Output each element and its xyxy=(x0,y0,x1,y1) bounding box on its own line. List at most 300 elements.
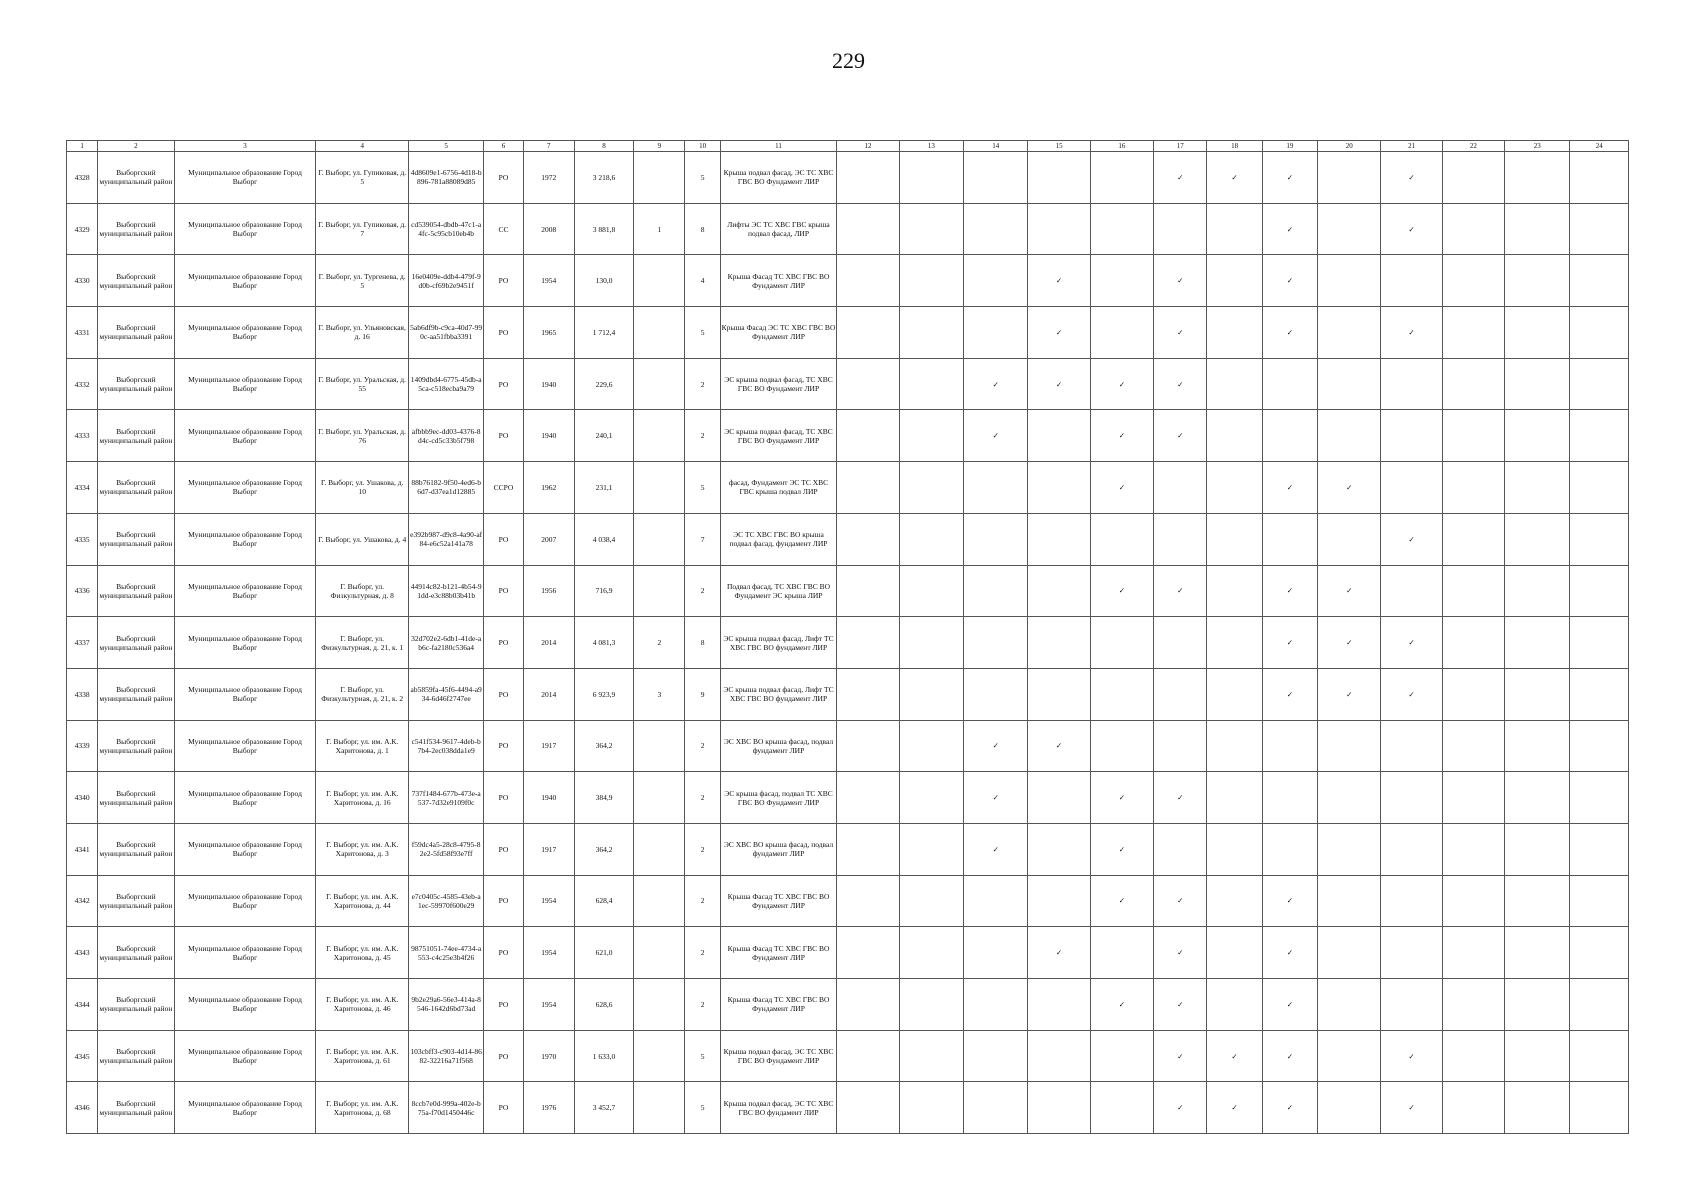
empty-cell xyxy=(1028,203,1090,255)
empty-cell xyxy=(1570,823,1629,875)
empty-cell xyxy=(837,668,899,720)
column-number-header: 24 xyxy=(1570,141,1629,152)
empty-cell xyxy=(1318,772,1381,824)
district-cell: Выборгский муниципальный район xyxy=(98,1030,174,1082)
empty-cell xyxy=(1318,358,1381,410)
empty-cell xyxy=(1570,772,1629,824)
guid-cell: 16e0409e-ddb4-479f-9d0b-cf69b2e9451f xyxy=(408,255,483,307)
column-number-header: 7 xyxy=(523,141,574,152)
type-cell: РО xyxy=(484,927,523,979)
column-10-cell: 2 xyxy=(685,927,720,979)
area-cell: 4 038,4 xyxy=(574,513,633,565)
row-number: 4342 xyxy=(67,875,98,927)
municipality-cell: Муниципальное образование Город Выборг xyxy=(174,772,316,824)
guid-cell: 5ab6df9b-c9ca-40d7-990c-aa51fbba3391 xyxy=(408,307,483,359)
type-cell: РО xyxy=(484,1030,523,1082)
empty-cell xyxy=(1090,255,1153,307)
empty-cell xyxy=(899,307,963,359)
column-9-cell xyxy=(634,927,685,979)
empty-cell xyxy=(1207,823,1262,875)
column-9-cell xyxy=(634,152,685,204)
check-mark-icon: ✓ xyxy=(1154,979,1207,1031)
empty-cell xyxy=(1442,358,1504,410)
type-cell: РО xyxy=(484,358,523,410)
year-cell: 1940 xyxy=(523,358,574,410)
check-mark-icon: ✓ xyxy=(1154,358,1207,410)
guid-cell: 4d8609e1-6756-4d18-b896-781a88089d85 xyxy=(408,152,483,204)
empty-cell xyxy=(1570,203,1629,255)
table-row xyxy=(67,358,1629,410)
year-cell: 1917 xyxy=(523,720,574,772)
empty-cell xyxy=(837,513,899,565)
district-cell: Выборгский муниципальный район xyxy=(98,513,174,565)
empty-cell xyxy=(1028,979,1090,1031)
empty-cell xyxy=(837,462,899,514)
column-number-header: 18 xyxy=(1207,141,1262,152)
empty-cell xyxy=(837,617,899,669)
municipality-cell: Муниципальное образование Город Выборг xyxy=(174,875,316,927)
check-mark-icon: ✓ xyxy=(1154,772,1207,824)
empty-cell xyxy=(1262,720,1317,772)
empty-cell xyxy=(1318,823,1381,875)
year-cell: 1956 xyxy=(523,565,574,617)
column-10-cell: 4 xyxy=(685,255,720,307)
municipality-cell: Муниципальное образование Город Выборг xyxy=(174,617,316,669)
works-cell: Подвал фасад, ТС ХВС ГВС ВО Фундамент ЭС крыша ЛИР xyxy=(720,565,837,617)
empty-cell xyxy=(1207,513,1262,565)
check-mark-icon: ✓ xyxy=(1207,152,1262,204)
municipality-cell: Муниципальное образование Город Выборг xyxy=(174,565,316,617)
guid-cell: e7c0405c-4585-43eb-a1ec-59970f600e29 xyxy=(408,875,483,927)
empty-cell xyxy=(1442,823,1504,875)
district-cell: Выборгский муниципальный район xyxy=(98,720,174,772)
empty-cell xyxy=(1442,152,1504,204)
district-cell: Выборгский муниципальный район xyxy=(98,565,174,617)
works-cell: ЭС крыша подвал фасад, ТС ХВС ГВС ВО Фундамент ЛИР xyxy=(720,358,837,410)
table-row xyxy=(67,307,1629,359)
type-cell: РО xyxy=(484,772,523,824)
check-mark-icon: ✓ xyxy=(1262,565,1317,617)
empty-cell xyxy=(1505,307,1570,359)
empty-cell xyxy=(899,255,963,307)
works-cell: ЭС ХВС ВО крыша фасад, подвал фундамент ЛИР xyxy=(720,720,837,772)
empty-cell xyxy=(1381,927,1442,979)
empty-cell xyxy=(1318,979,1381,1031)
district-cell: Выборгский муниципальный район xyxy=(98,462,174,514)
empty-cell xyxy=(837,565,899,617)
row-number: 4328 xyxy=(67,152,98,204)
column-number-header: 6 xyxy=(484,141,523,152)
column-10-cell: 2 xyxy=(685,875,720,927)
empty-cell xyxy=(1207,203,1262,255)
empty-cell xyxy=(1262,358,1317,410)
year-cell: 1954 xyxy=(523,255,574,307)
row-number: 4346 xyxy=(67,1082,98,1134)
type-cell: РО xyxy=(484,720,523,772)
check-mark-icon: ✓ xyxy=(1154,255,1207,307)
check-mark-icon: ✓ xyxy=(1028,255,1090,307)
empty-cell xyxy=(1028,462,1090,514)
empty-cell xyxy=(1442,1082,1504,1134)
guid-cell: cd539054-dbdb-47c1-a4fc-5c95cb10eb4b xyxy=(408,203,483,255)
empty-cell xyxy=(1570,565,1629,617)
empty-cell xyxy=(1207,462,1262,514)
check-mark-icon: ✓ xyxy=(1090,462,1153,514)
municipality-cell: Муниципальное образование Город Выборг xyxy=(174,1030,316,1082)
area-cell: 628,4 xyxy=(574,875,633,927)
check-mark-icon: ✓ xyxy=(1090,410,1153,462)
empty-cell xyxy=(1442,565,1504,617)
year-cell: 1940 xyxy=(523,772,574,824)
empty-cell xyxy=(1090,307,1153,359)
empty-cell xyxy=(1262,823,1317,875)
area-cell: 229,6 xyxy=(574,358,633,410)
check-mark-icon: ✓ xyxy=(1262,307,1317,359)
check-mark-icon: ✓ xyxy=(1028,927,1090,979)
empty-cell xyxy=(1318,1082,1381,1134)
check-mark-icon: ✓ xyxy=(1262,203,1317,255)
row-number: 4334 xyxy=(67,462,98,514)
empty-cell xyxy=(1505,410,1570,462)
empty-cell xyxy=(1207,307,1262,359)
empty-cell xyxy=(964,927,1028,979)
empty-cell xyxy=(837,823,899,875)
municipality-cell: Муниципальное образование Город Выборг xyxy=(174,358,316,410)
empty-cell xyxy=(1028,152,1090,204)
column-9-cell: 2 xyxy=(634,617,685,669)
empty-cell xyxy=(1381,979,1442,1031)
column-number-header: 5 xyxy=(408,141,483,152)
column-10-cell: 2 xyxy=(685,772,720,824)
empty-cell xyxy=(1090,1082,1153,1134)
empty-cell xyxy=(837,979,899,1031)
empty-cell xyxy=(1028,1082,1090,1134)
empty-cell xyxy=(1090,203,1153,255)
empty-cell xyxy=(964,1030,1028,1082)
column-number-header: 1 xyxy=(67,141,98,152)
works-cell: Крыша Фасад ТС ХВС ГВС ВО Фундамент ЛИР xyxy=(720,255,837,307)
empty-cell xyxy=(899,203,963,255)
empty-cell xyxy=(899,668,963,720)
column-number-header: 10 xyxy=(685,141,720,152)
column-10-cell: 2 xyxy=(685,358,720,410)
empty-cell xyxy=(1318,1030,1381,1082)
empty-cell xyxy=(1570,410,1629,462)
empty-cell xyxy=(1090,1030,1153,1082)
empty-cell xyxy=(1028,875,1090,927)
empty-cell xyxy=(1154,823,1207,875)
year-cell: 1954 xyxy=(523,927,574,979)
column-9-cell xyxy=(634,1082,685,1134)
type-cell: ССРО xyxy=(484,462,523,514)
check-mark-icon: ✓ xyxy=(1262,1082,1317,1134)
empty-cell xyxy=(1090,720,1153,772)
table-row xyxy=(67,875,1629,927)
empty-cell xyxy=(837,1082,899,1134)
empty-cell xyxy=(1090,617,1153,669)
empty-cell xyxy=(1207,720,1262,772)
address-cell: Г. Выборг, ул. им. А.К. Харитонова, д. 46 xyxy=(316,979,409,1031)
check-mark-icon: ✓ xyxy=(1028,720,1090,772)
type-cell: СС xyxy=(484,203,523,255)
empty-cell xyxy=(1318,410,1381,462)
district-cell: Выборгский муниципальный район xyxy=(98,979,174,1031)
column-10-cell: 5 xyxy=(685,307,720,359)
municipality-cell: Муниципальное образование Город Выборг xyxy=(174,307,316,359)
check-mark-icon: ✓ xyxy=(1318,462,1381,514)
column-number-header: 2 xyxy=(98,141,174,152)
address-cell: Г. Выборг, ул. Тургенева, д. 5 xyxy=(316,255,409,307)
table-row xyxy=(67,1030,1629,1082)
municipality-cell: Муниципальное образование Город Выборг xyxy=(174,513,316,565)
empty-cell xyxy=(1207,255,1262,307)
empty-cell xyxy=(1442,203,1504,255)
empty-cell xyxy=(1570,358,1629,410)
check-mark-icon: ✓ xyxy=(1262,979,1317,1031)
row-number: 4336 xyxy=(67,565,98,617)
empty-cell xyxy=(1442,772,1504,824)
table-row xyxy=(67,255,1629,307)
empty-cell xyxy=(1154,203,1207,255)
empty-cell xyxy=(1505,152,1570,204)
address-cell: Г. Выборг, ул. Уральская, д. 55 xyxy=(316,358,409,410)
empty-cell xyxy=(899,823,963,875)
guid-cell: 98751051-74ee-4734-a553-c4c25e3b4f26 xyxy=(408,927,483,979)
empty-cell xyxy=(837,927,899,979)
empty-cell xyxy=(1442,307,1504,359)
empty-cell xyxy=(1442,875,1504,927)
check-mark-icon: ✓ xyxy=(1154,1030,1207,1082)
empty-cell xyxy=(1505,979,1570,1031)
check-mark-icon: ✓ xyxy=(964,823,1028,875)
works-cell: Крыша Фасад ТС ХВС ГВС ВО Фундамент ЛИР xyxy=(720,927,837,979)
table-row xyxy=(67,462,1629,514)
check-mark-icon: ✓ xyxy=(1154,1082,1207,1134)
check-mark-icon: ✓ xyxy=(1381,152,1442,204)
area-cell: 231,1 xyxy=(574,462,633,514)
empty-cell xyxy=(837,203,899,255)
works-cell: Крыша подвал фасад, ЭС ТС ХВС ГВС ВО Фундамент ЛИР xyxy=(720,1030,837,1082)
row-number: 4340 xyxy=(67,772,98,824)
empty-cell xyxy=(899,875,963,927)
empty-cell xyxy=(1207,875,1262,927)
check-mark-icon: ✓ xyxy=(1154,927,1207,979)
table-row xyxy=(67,1082,1629,1134)
year-cell: 1962 xyxy=(523,462,574,514)
column-9-cell xyxy=(634,875,685,927)
table-row xyxy=(67,823,1629,875)
works-cell: ЭС крыша фасад, подвал ТС ХВС ГВС ВО Фундамент ЛИР xyxy=(720,772,837,824)
empty-cell xyxy=(837,255,899,307)
address-cell: Г. Выборг, ул. Физкультурная, д. 21, к. 2 xyxy=(316,668,409,720)
type-cell: РО xyxy=(484,565,523,617)
empty-cell xyxy=(1442,979,1504,1031)
works-cell: Крыша Фасад ЭС ТС ХВС ГВС ВО Фундамент ЛИР xyxy=(720,307,837,359)
column-10-cell: 5 xyxy=(685,1082,720,1134)
empty-cell xyxy=(1318,875,1381,927)
column-number-header: 11 xyxy=(720,141,837,152)
guid-cell: 9b2e29a6-56e3-414a-8546-1642d6bd73ad xyxy=(408,979,483,1031)
empty-cell xyxy=(1262,513,1317,565)
column-9-cell xyxy=(634,307,685,359)
type-cell: РО xyxy=(484,1082,523,1134)
check-mark-icon: ✓ xyxy=(1262,462,1317,514)
check-mark-icon: ✓ xyxy=(1090,565,1153,617)
row-number: 4331 xyxy=(67,307,98,359)
check-mark-icon: ✓ xyxy=(1090,823,1153,875)
row-number: 4343 xyxy=(67,927,98,979)
empty-cell xyxy=(1505,513,1570,565)
column-9-cell xyxy=(634,410,685,462)
works-cell: Крыша подвал фасад, ЭС ТС ХВС ГВС ВО Фундамент ЛИР xyxy=(720,152,837,204)
column-number-header: 20 xyxy=(1318,141,1381,152)
check-mark-icon: ✓ xyxy=(1154,565,1207,617)
empty-cell xyxy=(1028,513,1090,565)
empty-cell xyxy=(899,772,963,824)
empty-cell xyxy=(1505,617,1570,669)
check-mark-icon: ✓ xyxy=(1090,875,1153,927)
district-cell: Выборгский муниципальный район xyxy=(98,875,174,927)
column-9-cell xyxy=(634,565,685,617)
empty-cell xyxy=(1318,152,1381,204)
area-cell: 4 081,3 xyxy=(574,617,633,669)
type-cell: РО xyxy=(484,668,523,720)
check-mark-icon: ✓ xyxy=(964,772,1028,824)
row-number: 4344 xyxy=(67,979,98,1031)
column-9-cell: 1 xyxy=(634,203,685,255)
column-10-cell: 2 xyxy=(685,823,720,875)
empty-cell xyxy=(1090,152,1153,204)
check-mark-icon: ✓ xyxy=(1090,979,1153,1031)
column-9-cell xyxy=(634,255,685,307)
column-10-cell: 2 xyxy=(685,720,720,772)
empty-cell xyxy=(1028,617,1090,669)
empty-cell xyxy=(1028,410,1090,462)
year-cell: 1954 xyxy=(523,979,574,1031)
address-cell: Г. Выборг, ул. Физкультурная, д. 21, к. 1 xyxy=(316,617,409,669)
empty-cell xyxy=(1318,203,1381,255)
empty-cell xyxy=(899,1082,963,1134)
empty-cell xyxy=(1505,358,1570,410)
empty-cell xyxy=(1318,927,1381,979)
check-mark-icon: ✓ xyxy=(1381,617,1442,669)
municipality-cell: Муниципальное образование Город Выборг xyxy=(174,668,316,720)
empty-cell xyxy=(899,979,963,1031)
address-cell: Г. Выборг, ул. Физкультурная, д. 8 xyxy=(316,565,409,617)
check-mark-icon: ✓ xyxy=(1262,875,1317,927)
empty-cell xyxy=(1262,410,1317,462)
empty-cell xyxy=(1154,720,1207,772)
works-cell: ЭС ТС ХВС ГВС ВО крыша подвал фасад, фундамент ЛИР xyxy=(720,513,837,565)
empty-cell xyxy=(1028,1030,1090,1082)
check-mark-icon: ✓ xyxy=(1207,1082,1262,1134)
check-mark-icon: ✓ xyxy=(1262,255,1317,307)
address-cell: Г. Выборг, ул. им. А.К. Харитонова, д. 61 xyxy=(316,1030,409,1082)
empty-cell xyxy=(1207,927,1262,979)
empty-cell xyxy=(1570,875,1629,927)
works-cell: Лифты ЭС ТС ХВС ГВС крыша подвал фасад, ЛИР xyxy=(720,203,837,255)
area-cell: 628,6 xyxy=(574,979,633,1031)
empty-cell xyxy=(1505,927,1570,979)
row-number: 4341 xyxy=(67,823,98,875)
empty-cell xyxy=(837,410,899,462)
empty-cell xyxy=(1207,565,1262,617)
empty-cell xyxy=(1505,1082,1570,1134)
guid-cell: c541f534-9617-4deb-b7b4-2ec038dda1e9 xyxy=(408,720,483,772)
column-number-header: 4 xyxy=(316,141,409,152)
area-cell: 3 218,6 xyxy=(574,152,633,204)
district-cell: Выборгский муниципальный район xyxy=(98,927,174,979)
empty-cell xyxy=(964,617,1028,669)
works-cell: фасад, Фундамент ЭС ТС ХВС ГВС крыша подвал ЛИР xyxy=(720,462,837,514)
column-10-cell: 5 xyxy=(685,462,720,514)
type-cell: РО xyxy=(484,255,523,307)
column-10-cell: 8 xyxy=(685,617,720,669)
empty-cell xyxy=(1570,979,1629,1031)
empty-cell xyxy=(1028,772,1090,824)
empty-cell xyxy=(1505,875,1570,927)
empty-cell xyxy=(1381,565,1442,617)
empty-cell xyxy=(1154,668,1207,720)
empty-cell xyxy=(1570,720,1629,772)
check-mark-icon: ✓ xyxy=(1318,565,1381,617)
column-number-header: 21 xyxy=(1381,141,1442,152)
area-cell: 621,0 xyxy=(574,927,633,979)
empty-cell xyxy=(964,513,1028,565)
year-cell: 1972 xyxy=(523,152,574,204)
empty-cell xyxy=(1442,927,1504,979)
empty-cell xyxy=(1154,462,1207,514)
empty-cell xyxy=(1442,1030,1504,1082)
check-mark-icon: ✓ xyxy=(1028,307,1090,359)
check-mark-icon: ✓ xyxy=(1318,668,1381,720)
address-cell: Г. Выборг, ул. им. А.К. Харитонова, д. 45 xyxy=(316,927,409,979)
empty-cell xyxy=(837,875,899,927)
column-10-cell: 5 xyxy=(685,1030,720,1082)
address-cell: Г. Выборг, ул. им. А.К. Харитонова, д. 44 xyxy=(316,875,409,927)
empty-cell xyxy=(964,307,1028,359)
address-cell: Г. Выборг, ул. им. А.К. Харитонова, д. 16 xyxy=(316,772,409,824)
check-mark-icon: ✓ xyxy=(1090,358,1153,410)
column-number-header: 22 xyxy=(1442,141,1504,152)
column-9-cell xyxy=(634,462,685,514)
municipality-cell: Муниципальное образование Город Выборг xyxy=(174,410,316,462)
register-table xyxy=(66,140,1629,1134)
check-mark-icon: ✓ xyxy=(1381,1030,1442,1082)
page-number: 229 xyxy=(832,48,865,73)
guid-cell: ab5859fa-45f6-4494-a934-6d46f2747ee xyxy=(408,668,483,720)
municipality-cell: Муниципальное образование Город Выборг xyxy=(174,720,316,772)
empty-cell xyxy=(899,462,963,514)
empty-cell xyxy=(1505,203,1570,255)
empty-cell xyxy=(1505,720,1570,772)
guid-cell: 103cbff3-c903-4d14-8682-32216a71f568 xyxy=(408,1030,483,1082)
district-cell: Выборгский муниципальный район xyxy=(98,358,174,410)
empty-cell xyxy=(899,1030,963,1082)
guid-cell: 737f1484-677b-473e-a537-7d32e9109f0c xyxy=(408,772,483,824)
empty-cell xyxy=(1505,565,1570,617)
type-cell: РО xyxy=(484,979,523,1031)
empty-cell xyxy=(1570,462,1629,514)
works-cell: ЭС ХВС ВО крыша фасад, подвал фундамент ЛИР xyxy=(720,823,837,875)
empty-cell xyxy=(1442,668,1504,720)
address-cell: Г. Выборг, ул. Гупиковая, д. 5 xyxy=(316,152,409,204)
empty-cell xyxy=(1570,617,1629,669)
row-number: 4338 xyxy=(67,668,98,720)
empty-cell xyxy=(1570,513,1629,565)
column-number-header: 3 xyxy=(174,141,316,152)
empty-cell xyxy=(1505,255,1570,307)
